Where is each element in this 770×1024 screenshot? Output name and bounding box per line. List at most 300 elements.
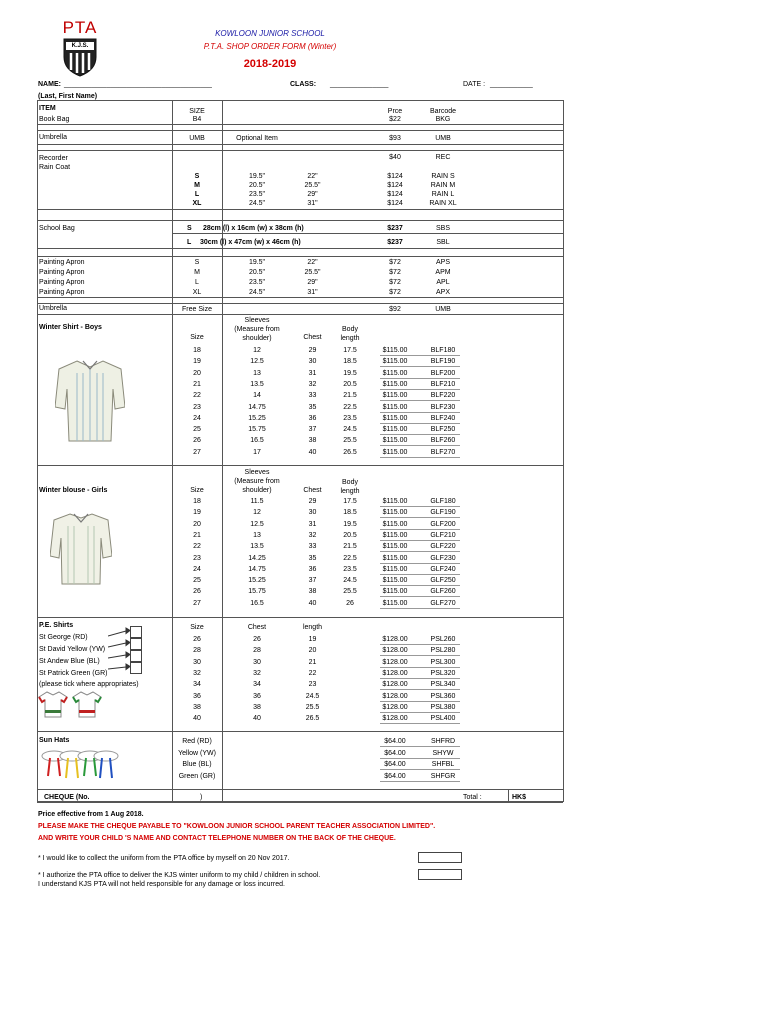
pe-chest: 28: [253, 647, 261, 655]
recorder-barcode: REC: [435, 154, 451, 161]
winter-shirt-barcode: BLF250: [430, 426, 456, 434]
umbrella-size: UMB: [189, 135, 205, 142]
school-bag-price: $237: [387, 239, 403, 246]
pe-chest: 40: [253, 715, 261, 723]
winter-shirt-chest: 32: [308, 380, 317, 388]
winter-shirt-size: 18: [193, 347, 201, 354]
winter-blouse-price: $115.00: [382, 531, 408, 539]
pe-size-header: Size: [190, 624, 204, 631]
pe-barcode: PSL340: [430, 681, 456, 689]
winter-blouse-sleeve: 11.5: [250, 498, 264, 505]
school-bag-price: $237: [387, 225, 403, 232]
logo-shield-text: K.J.S.: [71, 43, 89, 49]
winter-blouse-sleeve: 13: [253, 531, 261, 539]
blouse-sleeves-header: Sleeves (Measure from shoulder): [234, 469, 280, 494]
winter-blouse-size: 22: [193, 543, 201, 551]
pe-chest-header: Chest: [247, 624, 267, 631]
winter-blouse-sleeve: 12.5: [250, 520, 264, 528]
pe-chest: 30: [253, 658, 261, 666]
winter-blouse-chest: 33: [308, 543, 317, 551]
price-header: Prce: [387, 108, 403, 115]
recorder-price: $40: [389, 154, 401, 161]
barcode-header: Barcode: [429, 108, 457, 115]
winter-shirt-sleeve: 12: [253, 347, 261, 354]
sun-hats-label: Sun Hats: [39, 737, 70, 744]
winter-blouse-row-line: [380, 529, 460, 530]
house-checkbox-rd[interactable]: [130, 626, 142, 638]
winter-blouse-size: 24: [193, 565, 201, 573]
pe-chest: 36: [253, 692, 261, 700]
pe-row-line: [380, 701, 460, 702]
house-option: St Andew Blue (BL): [39, 658, 100, 665]
winter-blouse-chest: 29: [308, 498, 317, 505]
winter-blouse-sleeve: 12: [253, 509, 261, 517]
rain-coat-measure: 25.5": [304, 182, 321, 189]
row-divider: [37, 209, 563, 210]
total-currency[interactable]: HK$: [512, 794, 527, 801]
row-divider: [37, 220, 563, 221]
winter-blouse-sleeve: 14.25: [248, 554, 266, 562]
winter-shirt-price: $115.00: [382, 426, 408, 434]
house-option: St George (RD): [39, 634, 88, 641]
winter-blouse-chest: 35: [308, 554, 317, 562]
pe-size: 30: [193, 658, 201, 666]
shirt-sleeves-header: Sleeves (Measure from shoulder): [234, 317, 280, 342]
winter-shirt-body-length: 20.5: [343, 380, 357, 388]
winter-shirt-barcode: BLF220: [430, 392, 456, 400]
sun-hat-price: $64.00: [384, 749, 406, 757]
winter-shirt-chest: 38: [308, 437, 317, 445]
pe-length: 24.5: [305, 692, 320, 700]
pe-row-line: [380, 678, 460, 679]
apron-barcode: APS: [435, 259, 450, 266]
winter-shirt-barcode: BLF210: [430, 380, 456, 388]
row-divider: [37, 303, 563, 304]
rain-coat-size: S: [194, 173, 200, 180]
pe-row-line: [380, 689, 460, 690]
pe-length: 19: [308, 636, 317, 643]
pe-price: $128.00: [382, 647, 408, 655]
apron-barcode: APX: [435, 289, 450, 296]
winter-blouse-chest: 40: [308, 599, 317, 607]
sun-hat-price: $64.00: [384, 772, 406, 780]
row-divider: [172, 233, 563, 234]
winter-shirt-body-length: 25.5: [343, 437, 357, 445]
winter-blouse-size: 19: [193, 509, 201, 517]
winter-shirt-price: $115.00: [382, 403, 408, 411]
rain-coat-size: M: [194, 182, 200, 189]
apron-price: $72: [389, 269, 401, 276]
row-divider: [37, 465, 563, 466]
winter-blouse-barcode: GLF210: [430, 531, 456, 539]
winter-shirt-price: $115.00: [382, 392, 408, 400]
winter-blouse-row-line: [380, 585, 460, 586]
pe-shirt-image: [38, 690, 68, 718]
date-label: DATE :: [463, 81, 486, 88]
cheque-back-note: AND WRITE YOUR CHILD 'S NAME AND CONTACT TELEPHONE NUMBER ON THE BACK OF THE CHEQUE.: [38, 835, 396, 842]
winter-blouse-label: Winter blouse - Girls: [39, 487, 108, 494]
winter-shirt-barcode: BLF260: [430, 437, 456, 445]
winter-shirt-chest: 35: [308, 403, 317, 411]
winter-shirt-barcode: BLF270: [430, 448, 456, 456]
book-bag-price: $22: [389, 116, 401, 123]
sun-hat-color: Red (RD): [182, 738, 212, 745]
school-bag-barcode: SBL: [436, 239, 450, 246]
rain-coat-measure: 19.5": [248, 173, 266, 180]
date-field[interactable]: ___________: [490, 81, 533, 88]
rain-coat-label: Rain Coat: [39, 164, 71, 171]
pe-barcode: PSL280: [430, 647, 456, 655]
winter-shirt-row-line: [380, 378, 460, 379]
sun-hat-barcode: SHFBL: [431, 761, 455, 768]
winter-blouse-row-line: [380, 540, 460, 541]
winter-blouse-price: $115.00: [382, 543, 408, 551]
apron-price: $72: [389, 259, 401, 266]
rain-coat-barcode: RAIN L: [431, 191, 455, 198]
winter-shirt-sleeve: 12.5: [250, 358, 264, 366]
pe-size: 28: [193, 647, 201, 655]
book-bag-barcode: BKG: [435, 116, 451, 123]
winter-blouse-size: 25: [193, 577, 201, 585]
sun-hat-color: Yellow (YW): [178, 749, 216, 757]
cheque-number-field[interactable]: [100, 793, 195, 802]
winter-shirt-sleeve: 15.25: [248, 414, 266, 422]
sun-hat-color: Green (GR): [178, 772, 216, 780]
winter-blouse-price: $115.00: [382, 520, 408, 528]
winter-blouse-price: $115.00: [382, 554, 408, 562]
pe-chest: 38: [253, 703, 261, 711]
pe-length: 20: [308, 647, 317, 655]
apron-size: S: [194, 259, 200, 266]
school-name: KOWLOON JUNIOR SCHOOL: [215, 29, 325, 38]
house-option: St David Yellow (YW): [39, 646, 106, 653]
winter-shirt-sleeve: 14.75: [248, 403, 266, 411]
rain-coat-price: $124: [387, 191, 403, 198]
winter-shirt-row-line: [380, 434, 460, 435]
pe-shirts-note: (please tick where appropriates): [39, 681, 139, 688]
winter-blouse-price: $115.00: [382, 509, 408, 517]
winter-shirt-body-length: 19.5: [343, 369, 357, 377]
pe-size: 32: [193, 669, 201, 677]
winter-shirt-price: $115.00: [382, 448, 408, 456]
umbrella-barcode: UMB: [435, 306, 451, 313]
house-checkbox-yw[interactable]: [130, 638, 142, 650]
apron-barcode: APM: [435, 269, 451, 276]
row-divider: [37, 124, 563, 125]
sun-hat-row-line: [380, 746, 460, 747]
pe-row-line: [380, 723, 460, 724]
form-title: P.T.A. SHOP ORDER FORM (Winter): [203, 42, 337, 51]
winter-shirt-body-length: 21.5: [343, 392, 357, 400]
winter-shirt-body-length: 22.5: [343, 403, 357, 411]
apron-measure: 29": [307, 279, 318, 286]
winter-shirt-sleeve: 13.5: [250, 380, 264, 388]
pe-price: $128.00: [382, 715, 408, 723]
umbrella-barcode: UMB: [435, 135, 451, 142]
umbrella-price: $93: [389, 135, 401, 142]
row-divider: [37, 314, 563, 315]
apron-measure: 31": [307, 289, 318, 296]
winter-blouse-chest: 30: [308, 509, 317, 517]
school-bag-label: School Bag: [39, 225, 75, 232]
school-bag-barcode: SBS: [435, 225, 450, 232]
winter-shirt-sleeve: 13: [253, 369, 261, 377]
winter-blouse-row-line: [380, 608, 460, 609]
pe-shirt-image: [72, 690, 102, 718]
total-label: Total :: [463, 794, 482, 801]
winter-blouse-row-line: [380, 506, 460, 507]
winter-shirt-price: $115.00: [382, 380, 408, 388]
shirt-body-header: Body length: [340, 326, 360, 342]
apron-measure: 19.5": [248, 259, 266, 266]
winter-blouse-row-line: [380, 551, 460, 552]
winter-blouse-body-length: 26: [346, 599, 354, 607]
sun-hat-row-line: [380, 758, 460, 759]
pe-row-line: [380, 655, 460, 656]
winter-shirt-size: 19: [193, 358, 201, 366]
apron-measure: 23.5": [248, 279, 266, 286]
winter-shirt-chest: 36: [308, 414, 317, 422]
row-divider: [37, 789, 563, 790]
winter-blouse-barcode: GLF180: [430, 498, 456, 505]
pe-length: 25.5: [305, 703, 320, 711]
pe-chest: 26: [253, 636, 261, 643]
boys-shirt-image: [55, 355, 125, 445]
apron-measure: 24.5": [248, 289, 266, 296]
row-divider: [37, 150, 563, 151]
winter-shirt-body-length: 17.5: [343, 347, 357, 354]
item-header: ITEM: [39, 105, 56, 112]
girls-blouse-image: [50, 508, 112, 588]
winter-shirt-sleeve: 14: [253, 392, 261, 400]
pe-size: 40: [193, 715, 201, 723]
rain-coat-size: XL: [192, 200, 202, 207]
umbrella-label: Umbrella: [39, 305, 68, 312]
price-effective-note: Price effective from 1 Aug 2018.: [38, 811, 144, 818]
sun-hat-price: $64.00: [384, 761, 406, 768]
cheque-label: CHEQUE (No.: [44, 794, 90, 801]
pe-price: $128.00: [382, 658, 408, 666]
book-bag-size: B4: [192, 116, 202, 123]
winter-shirt-chest: 30: [308, 358, 317, 366]
winter-blouse-barcode: GLF220: [430, 543, 456, 551]
winter-blouse-sleeve: 15.75: [248, 588, 266, 596]
collect-note: * I would like to collect the uniform from the PTA office by myself on 20 Nov 2017.: [38, 855, 290, 862]
pe-barcode: PSL260: [430, 636, 456, 643]
winter-shirt-size: 25: [193, 426, 201, 434]
class-field[interactable]: _______________: [330, 81, 389, 88]
winter-blouse-chest: 38: [308, 588, 317, 596]
winter-shirt-sleeve: 15.75: [248, 426, 266, 434]
pe-chest: 34: [253, 681, 261, 689]
apron-size: XL: [192, 289, 202, 296]
collect-checkbox[interactable]: [418, 852, 462, 863]
winter-shirt-barcode: BLF200: [430, 369, 456, 377]
pe-length: 22: [308, 669, 317, 677]
rain-coat-barcode: RAIN XL: [429, 200, 457, 207]
pe-price: $128.00: [382, 636, 408, 643]
winter-blouse-barcode: GLF250: [430, 577, 456, 585]
winter-shirt-row-line: [380, 412, 460, 413]
winter-blouse-body-length: 24.5: [343, 577, 357, 585]
school-bag-size: S: [187, 225, 192, 232]
class-label: CLASS:: [290, 81, 317, 88]
house-checkbox-gr[interactable]: [130, 662, 142, 674]
shirt-size-header: Size: [190, 334, 204, 341]
pta-logo: [55, 18, 105, 78]
blouse-chest-header: Chest: [303, 487, 322, 494]
school-bag-desc: 28cm (l) x 16cm (w) x 38cm (h): [203, 225, 304, 232]
apron-price: $72: [389, 279, 401, 286]
authorize-checkbox[interactable]: [418, 869, 462, 880]
row-divider: [37, 731, 563, 732]
apron-barcode: APL: [436, 279, 450, 286]
responsible-note: I understand KJS PTA will not held responsible for any damage or loss incurred.: [38, 881, 285, 888]
umbrella-price: $92: [389, 306, 401, 313]
winter-blouse-body-length: 25.5: [343, 588, 357, 596]
name-label: NAME:: [38, 81, 61, 88]
winter-shirt-barcode: BLF230: [430, 403, 456, 411]
row-divider: [37, 297, 563, 298]
row-divider: [37, 130, 563, 131]
rain-coat-price: $124: [387, 200, 403, 207]
winter-blouse-size: 20: [193, 520, 201, 528]
winter-shirt-size: 26: [193, 437, 201, 445]
winter-blouse-barcode: GLF270: [430, 599, 456, 607]
arrow-icon: [108, 627, 130, 675]
winter-shirt-chest: 31: [308, 369, 317, 377]
pe-price: $128.00: [382, 703, 408, 711]
winter-shirt-price: $115.00: [382, 358, 408, 366]
winter-blouse-price: $115.00: [382, 599, 408, 607]
recorder-label: Recorder: [39, 155, 68, 162]
pe-size: 26: [193, 636, 201, 643]
sun-hats-image: [40, 746, 120, 782]
umbrella-label: Umbrella: [39, 134, 68, 141]
winter-shirt-body-length: 26.5: [343, 448, 357, 456]
shirt-chest-header: Chest: [303, 334, 322, 341]
umbrella-size: Free Size: [182, 306, 212, 313]
winter-blouse-body-length: 18.5: [343, 509, 357, 517]
book-bag-label: Book Bag: [39, 116, 70, 123]
winter-blouse-size: 21: [193, 531, 201, 539]
pe-barcode: PSL300: [430, 658, 456, 666]
sun-hat-barcode: SHYW: [432, 749, 454, 757]
pe-barcode: PSL400: [430, 715, 456, 723]
winter-blouse-barcode: GLF190: [430, 509, 456, 517]
winter-shirt-row-line: [380, 355, 460, 356]
winter-blouse-chest: 36: [308, 565, 317, 573]
winter-blouse-row-line: [380, 517, 460, 518]
winter-shirt-price: $115.00: [382, 347, 408, 354]
rain-coat-measure: 23.5": [248, 191, 266, 198]
winter-blouse-row-line: [380, 596, 460, 597]
winter-blouse-barcode: GLF230: [430, 554, 456, 562]
winter-shirt-barcode: BLF190: [430, 358, 456, 366]
row-divider: [37, 248, 563, 249]
winter-shirt-size: 23: [193, 403, 201, 411]
rain-coat-barcode: RAIN M: [430, 182, 456, 189]
cheque-close: ): [200, 794, 203, 801]
winter-shirt-sleeve: 17: [253, 448, 261, 456]
winter-shirt-barcode: BLF240: [430, 414, 456, 422]
pe-length: 26.5: [305, 715, 320, 723]
sun-hat-price: $64.00: [384, 738, 406, 745]
name-field[interactable]: ______________________________________: [64, 81, 212, 88]
blouse-size-header: Size: [190, 487, 204, 494]
pe-shirts-label: P.E. Shirts: [39, 622, 74, 629]
winter-blouse-price: $115.00: [382, 565, 408, 573]
pe-price: $128.00: [382, 681, 408, 689]
winter-shirt-sleeve: 16.5: [250, 437, 264, 445]
pe-size: 38: [193, 703, 201, 711]
winter-blouse-row-line: [380, 574, 460, 575]
rain-coat-size: L: [194, 191, 200, 198]
rain-coat-measure: 20.5": [248, 182, 266, 189]
apron-price: $72: [389, 289, 401, 296]
sun-hat-barcode: SHFRD: [430, 738, 456, 745]
painting-apron-label: Painting Apron: [39, 269, 85, 276]
winter-blouse-price: $115.00: [382, 588, 408, 596]
blouse-body-header: Body length: [340, 479, 360, 495]
winter-blouse-sleeve: 16.5: [250, 599, 264, 607]
winter-shirt-price: $115.00: [382, 437, 408, 445]
rain-coat-measure: 29": [307, 191, 318, 198]
house-checkbox-bl[interactable]: [130, 650, 142, 662]
pe-row-line: [380, 644, 460, 645]
winter-blouse-barcode: GLF260: [430, 588, 456, 596]
pe-size: 36: [193, 692, 201, 700]
winter-blouse-body-length: 20.5: [343, 531, 357, 539]
name-hint: (Last, First Name): [38, 93, 98, 100]
rain-coat-measure: 22": [307, 173, 318, 180]
pe-size: 34: [193, 681, 201, 689]
winter-shirt-size: 27: [193, 448, 201, 456]
row-divider: [37, 617, 563, 618]
winter-blouse-chest: 31: [308, 520, 317, 528]
winter-blouse-body-length: 22.5: [343, 554, 357, 562]
school-bag-size: L: [187, 239, 192, 246]
winter-shirt-barcode: BLF180: [430, 347, 456, 354]
winter-shirt-row-line: [380, 400, 460, 401]
winter-shirt-size: 20: [193, 369, 201, 377]
apron-measure: 22": [307, 259, 318, 266]
apron-size: L: [195, 279, 199, 286]
winter-shirt-size: 22: [193, 392, 201, 400]
winter-shirt-row-line: [380, 389, 460, 390]
apron-measure: 25.5": [304, 269, 321, 276]
winter-blouse-barcode: GLF200: [430, 520, 456, 528]
pe-barcode: PSL320: [430, 669, 456, 677]
sun-hat-row-line: [380, 781, 460, 782]
winter-shirt-chest: 33: [308, 392, 317, 400]
winter-shirt-price: $115.00: [382, 414, 408, 422]
pe-price: $128.00: [382, 692, 408, 700]
sun-hat-color: Blue (BL): [182, 761, 212, 768]
total-divider: [37, 802, 563, 803]
winter-blouse-row-line: [380, 563, 460, 564]
winter-shirt-row-line: [380, 366, 460, 367]
total-divider: [508, 789, 509, 802]
authorize-note: * I authorize the PTA office to deliver the KJS winter uniform to my child / children in school.: [38, 872, 321, 879]
rain-coat-barcode: RAIN S: [431, 173, 455, 180]
rain-coat-price: $124: [387, 173, 403, 180]
apron-measure: 20.5": [248, 269, 266, 276]
school-year: 2018-2019: [243, 58, 297, 70]
umbrella-note: Optional Item: [236, 135, 278, 142]
winter-shirt-body-length: 24.5: [343, 426, 357, 434]
winter-blouse-size: 18: [193, 498, 201, 505]
